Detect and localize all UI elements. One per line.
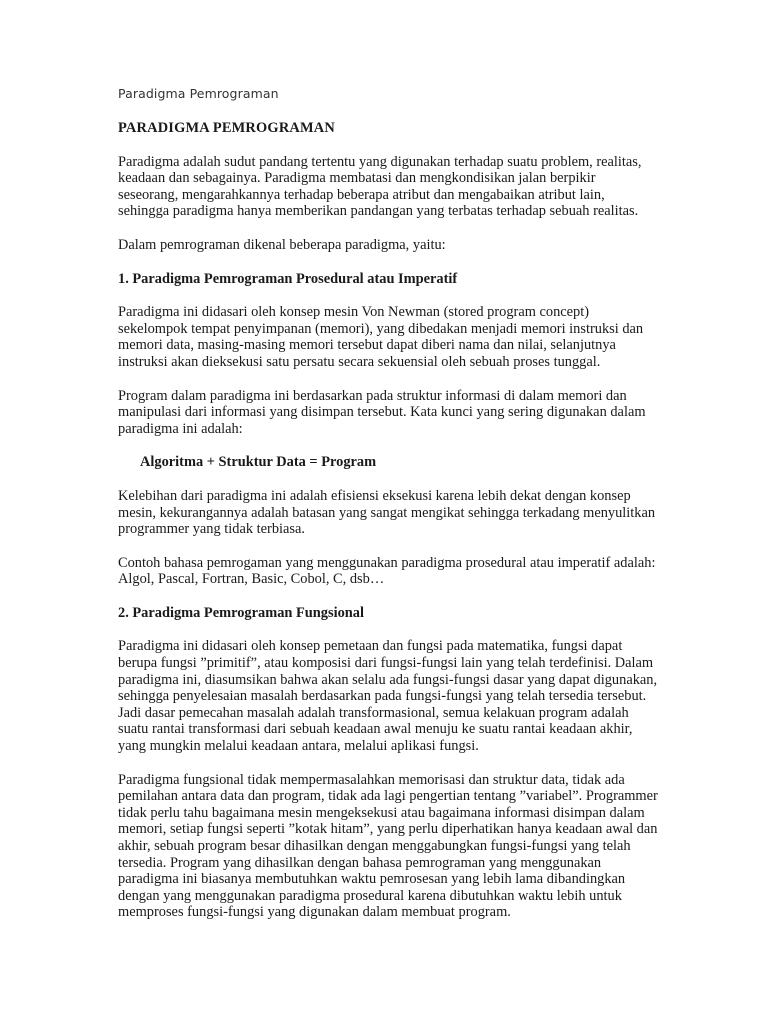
- section-1-paragraph-1: Paradigma ini didasari oleh konsep mesin Von Newman (stored program concept) sekelompok tempat penyimpanan (memori), yang dibedakan menjadi memori instruksi dan memori data, masing-masing memori tersebut dapat diberi nama dan nilai, selanjutnya instruksi akan dieksekusi satu persatu secara sekuensial oleh sebuah proses tunggal.: [118, 304, 644, 370]
- document-body: [118, 120, 658, 938]
- page-header: Paradigma Pemrograman: [118, 86, 279, 101]
- section-1-heading: 1. Paradigma Pemrograman Prosedural atau Imperatif: [118, 270, 458, 287]
- section-2-heading: 2. Paradigma Pemrograman Fungsional: [118, 604, 364, 621]
- section-1-formula: Algoritma + Struktur Data = Program: [140, 454, 377, 471]
- section-1-paragraph-3: Kelebihan dari paradigma ini adalah efisiensi eksekusi karena lebih dekat dengan konsep mesin, kekurangannya adalah batasan yang sangat mengikat sehingga terkadang menyulitkan programmer yang tidak terbiasa.: [118, 487, 656, 538]
- section-2-paragraph-2: Paradigma fungsional tidak mempermasalahkan memorisasi dan struktur data, tidak ada pemilahan antara data dan program, tidak ada lagi pengertian tentang ”variabel”. Programmer tidak perlu tahu bagaimana mesin mengeksekusi atau bagaimana informasi disimpan dalam memori, setiap fungsi seperti ”kotak hitam”, yang perlu diperhatikan hanya keadaan awal dan akhir, sebuah program besar dihasilkan dengan menggabungkan fungsi-fungsi yang telah tersedia. Program yang dihasilkan dengan bahasa pemrograman yang menggunakan paradigma ini biasanya membutuhkan waktu pemrosesan yang lebih lama dibandingkan dengan yang menggunakan paradigma prosedural karena dibutuhkan waktu lebih untuk memproses fungsi-fungsi yang digunakan dalam membuat program.: [118, 771, 658, 921]
- section-2-paragraph-1: Paradigma ini didasari oleh konsep pemetaan dan fungsi pada matematika, fungsi dapat berupa fungsi ”primitif”, atau komposisi dari fungsi-fungsi lain yang telah terdefinisi. Dalam paradigma ini, diasumsikan bahwa akan selalu ada fungsi-fungsi dasar yang dapat digunakan, sehingga penyelesaian masalah berdasarkan pada fungsi-fungsi yang telah tersedia tersebut. Jadi dasar pemecahan masalah adalah transformasional, semua kelakuan program adalah suatu rantai transformasi dari sebuah keadaan awal menuju ke suatu rantai keadaan akhir, yang mungkin melalui keadaan antara, melalui aplikasi fungsi.: [118, 638, 658, 755]
- section-1-paragraph-2: Program dalam paradigma ini berdasarkan pada struktur informasi di dalam memori dan manipulasi dari informasi yang disimpan tersebut. Kata kunci yang sering digunakan dalam paradigma ini adalah:: [118, 387, 646, 437]
- intro-paragraph-1: Paradigma adalah sudut pandang tertentu yang digunakan terhadap suatu problem, realitas, keadaan dan sebagainya. Paradigma membatasi dan mengkondisikan jalan berpikir seseorang, mengarahkannya terhadap beberapa atribut dan mengabaikan atribut lain, sehingga paradigma hanya memberikan pandangan yang terbatas terhadap sebuah realitas.: [118, 153, 642, 220]
- document-title: PARADIGMA PEMROGRAMAN: [118, 120, 335, 136]
- intro-paragraph-2: Dalam pemrograman dikenal beberapa paradigma, yaitu:: [118, 236, 446, 253]
- section-1-paragraph-4: Contoh bahasa pemrogaman yang menggunakan paradigma prosedural atau imperatif adalah: Algol, Pascal, Fortran, Basic, Cobol, C, dsb…: [118, 554, 656, 588]
